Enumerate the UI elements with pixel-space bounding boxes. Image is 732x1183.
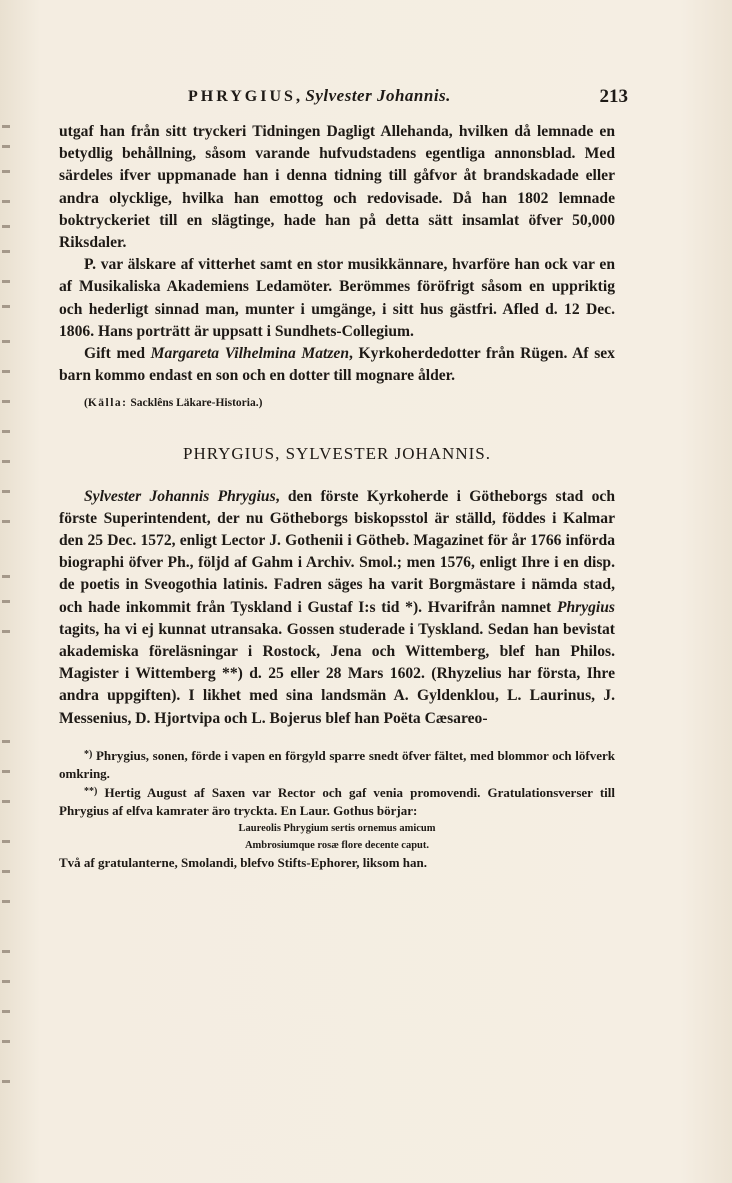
- page-number: 213: [599, 86, 628, 107]
- surname-italic: Phrygius: [556, 598, 615, 616]
- paragraph-3-end: , Kyrkoherdedotter från Rügen. Af sex barn kommo endast en son och en dotter till mognare ålder.: [59, 345, 615, 385]
- running-title-italic: Sylvester Johannis.: [305, 86, 451, 105]
- paragraph-3-start: Gift med: [84, 345, 146, 363]
- running-header: [188, 86, 628, 112]
- footnote-2-mark: **): [84, 785, 98, 797]
- section-title: PHRYGIUS, SYLVESTER JOHANNIS.: [183, 444, 491, 464]
- paragraph-4: [59, 486, 615, 730]
- running-title-caps: PHRYGIUS: [188, 88, 296, 105]
- footnote-2-text: Hertig August af Saxen var Rector och gaf venia promovendi. Gratulationsverser till Phrygius af elfva kamrater äro tryckta. En Laur. Gothus börjar:: [59, 784, 615, 818]
- footnotes: [59, 746, 615, 872]
- footnote-2-end: Två af gratulanterne, Smolandi, blefvo Stifts-Ephorer, liksom han.: [59, 854, 428, 870]
- left-margin-bleed-marks: [2, 100, 14, 1100]
- footnote-2: [59, 783, 615, 820]
- source-text: Sacklêns Läkare-Historia.: [127, 397, 259, 410]
- paragraph-4-part-a: , den förste Kyrkoherde i Götheborgs stad och förste Superintendent, der nu Götheborgs biskopsstol är ställd, föddes i Kalmar den 25 Dec. 1572, enligt Lector J. Gothenii i Götheb. Magazinet för år 1766 införda biographi öfver Ph., följd af Gahm i Archiv. Smol.; men 1576, enligt Ihre i en disp. de poetis in Sveogothia latinis. Fadren säges ha varit Borgmästare i nämda stad, och hade inkommit från Tyskland i Gustaf I:s tid *). Hvarifrån namnet: [59, 487, 615, 616]
- spouse-name: Margareta Vilhelmina Matzen: [150, 345, 350, 363]
- subject-name: Sylvester Johannis Phrygius: [84, 487, 276, 505]
- source-citation: (Källa: Sacklêns Läkare-Historia.): [84, 397, 263, 410]
- running-title-separator: ,: [295, 86, 306, 105]
- running-title: [188, 86, 451, 106]
- paragraph-4-part-b: tagits, ha vi ej kunnat utransaka. Gossen studerade i Tyskland. Sedan han bevistat akademiska föreläsningar i Rostock, Jena och Wittemberg, blef han Philos. Magister i Wittemberg **) d. 25 eller 28 Mars 1602. (Rhyzelius har första, Ihre andra uppgiften). I likhet med sina landsmän A. Gyldenklou, L. Laurinus, J. Messenius, D. Hjortvipa och L. Bojerus blef han Poëta Cæsareo-: [59, 620, 615, 727]
- footnote-1-text: Phrygius, sonen, förde i vapen en förgyld sparre snedt öfver fältet, med blommor och löfverk omkring.: [59, 747, 615, 781]
- main-text: [59, 121, 615, 872]
- footnote-1-mark: *): [84, 748, 93, 760]
- verse-line-2: Ambrosiumque rosæ flore decente caput.: [244, 839, 430, 851]
- source-label: Källa:: [87, 397, 128, 410]
- paragraph-2: P. var älskare af vitterhet samt en stor musikkännare, hvarföre han ock var en af Musikaliska Akademiens Ledamöter. Berömmes föröfrigt såsom en uppriktig och hederligt sinnad man, munter i umgänge, i sitt hus gästfri. Afled d. 12 Dec. 1806. Hans porträtt är uppsatt i Sundhets-Collegium.: [59, 256, 615, 340]
- paragraph-3: [59, 343, 615, 387]
- footnote-1: [59, 746, 615, 783]
- paragraph-1: utgaf han från sitt tryckeri Tidningen Dagligt Allehanda, hvilken då lemnade en betydlig behållning, såsom varande hufvudstadens egentliga annonsblad. Med särdeles ifver uppmanade han i denna tidning till gåfvor åt brandskadade eller andra olycklige, hvilka han emottog och redovisade. Då han 1802 lemnade boktryckeriet till en slägtinge, hade han på detta sätt insamlat öfver 50,000 Riksdaler.: [59, 123, 615, 252]
- verse-line-1: Laureolis Phrygium sertis ornemus amicum: [238, 822, 436, 834]
